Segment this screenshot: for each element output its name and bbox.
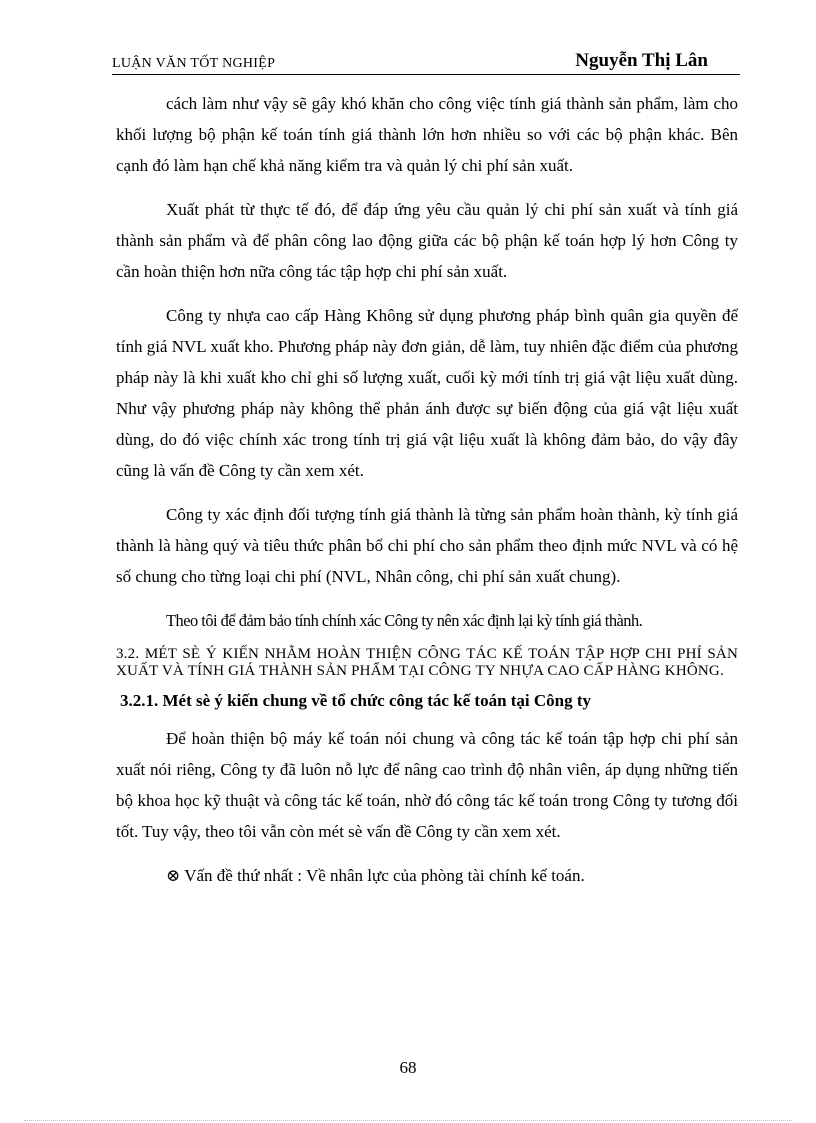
subsection-paragraph: Để hoàn thiện bộ máy kế toán nói chung và công tác kế toán tập hợp chi phí sản xuất nói riêng, Công ty đã luôn nỗ lực để nâng cao trình độ nhân viên, áp dụng những tiến bộ khoa học kỹ thuật và công tác kế toán, nhờ đó công tác kế toán trong Công ty tương đối tốt. Tuy vậy, theo tôi vẫn còn mét sè vấn đề Công ty cần xem xét. [116,729,738,841]
page-body [116,88,738,891]
circled-x-icon: ⊗ [166,866,181,885]
paragraph-1: cách làm như vậy sẽ gây khó khăn cho công việc tính giá thành sản phẩm, làm cho khối lượng bộ phận kế toán tính giá thành lớn hơn nhiều so với các bộ phận khác. Bên cạnh đó làm hạn chế khả năng kiểm tra và quản lý chi phí sản xuất. [116,94,738,175]
paragraph-3: Công ty nhựa cao cấp Hàng Không sử dụng phương pháp bình quân gia quyền để tính giá NVL xuất kho. Phương pháp này đơn giản, dễ làm, tuy nhiên đặc điểm của phương pháp này là khi xuất kho chỉ ghi số lượng xuất, cuối kỳ mới tính trị giá vật liệu xuất dùng. Như vậy phương pháp này không thể phản ánh được sự biến động của giá vật liệu xuất dùng, do đó việc chính xác trong tính trị giá vật liệu xuất là không đảm bảo, do vậy đây cũng là vấn đề Công ty cần xem xét. [116,306,738,480]
author-name: Nguyễn Thị Lân [575,50,708,71]
thesis-label: LUẬN VĂN TỐT NGHIỆP [112,56,276,71]
paragraph-2: Xuất phát từ thực tế đó, để đáp ứng yêu cầu quản lý chi phí sản xuất và tính giá thành sản phẩm và để phân công lao động giữa các bộ phận kế toán hợp lý hơn Công ty cần hoàn thiện hơn nữa công tác tập hợp chi phí sản xuất. [116,200,738,281]
subsection-heading: 3.2.1. Mét sè ý kiến chung về tổ chức công tác kế toán tại Công ty [120,691,592,710]
bullet-item [166,860,738,891]
footer-divider [24,1120,792,1121]
page-number: 68 [399,1058,417,1077]
section-heading: 3.2. MÉT SÈ Ý KIẾN NHẰM HOÀN THIỆN CÔNG TÁC KẾ TOÁN TẬP HỢP CHI PHÍ SẢN XUẤT VÀ TÍNH GIÁ THÀNH SẢN PHẨM TẠI CÔNG TY NHỰA CAO CẤP HÀNG KHÔNG. [116,646,738,679]
paragraph-4: Công ty xác định đối tượng tính giá thành là từng sản phẩm hoàn thành, kỳ tính giá thành là hàng quý và tiêu thức phân bổ chi phí cho sản phẩm theo định mức NVL và có hệ số chung cho từng loại chi phí (NVL, Nhân công, chi phí sản xuất chung). [116,505,738,586]
page-header [112,48,740,75]
bullet-text: Vấn đề thứ nhất : Về nhân lực của phòng tài chính kế toán. [184,866,585,885]
paragraph-5: Theo tôi để đảm bảo tính chính xác Công ty nên xác định lại kỳ tính giá thành. [166,611,643,630]
